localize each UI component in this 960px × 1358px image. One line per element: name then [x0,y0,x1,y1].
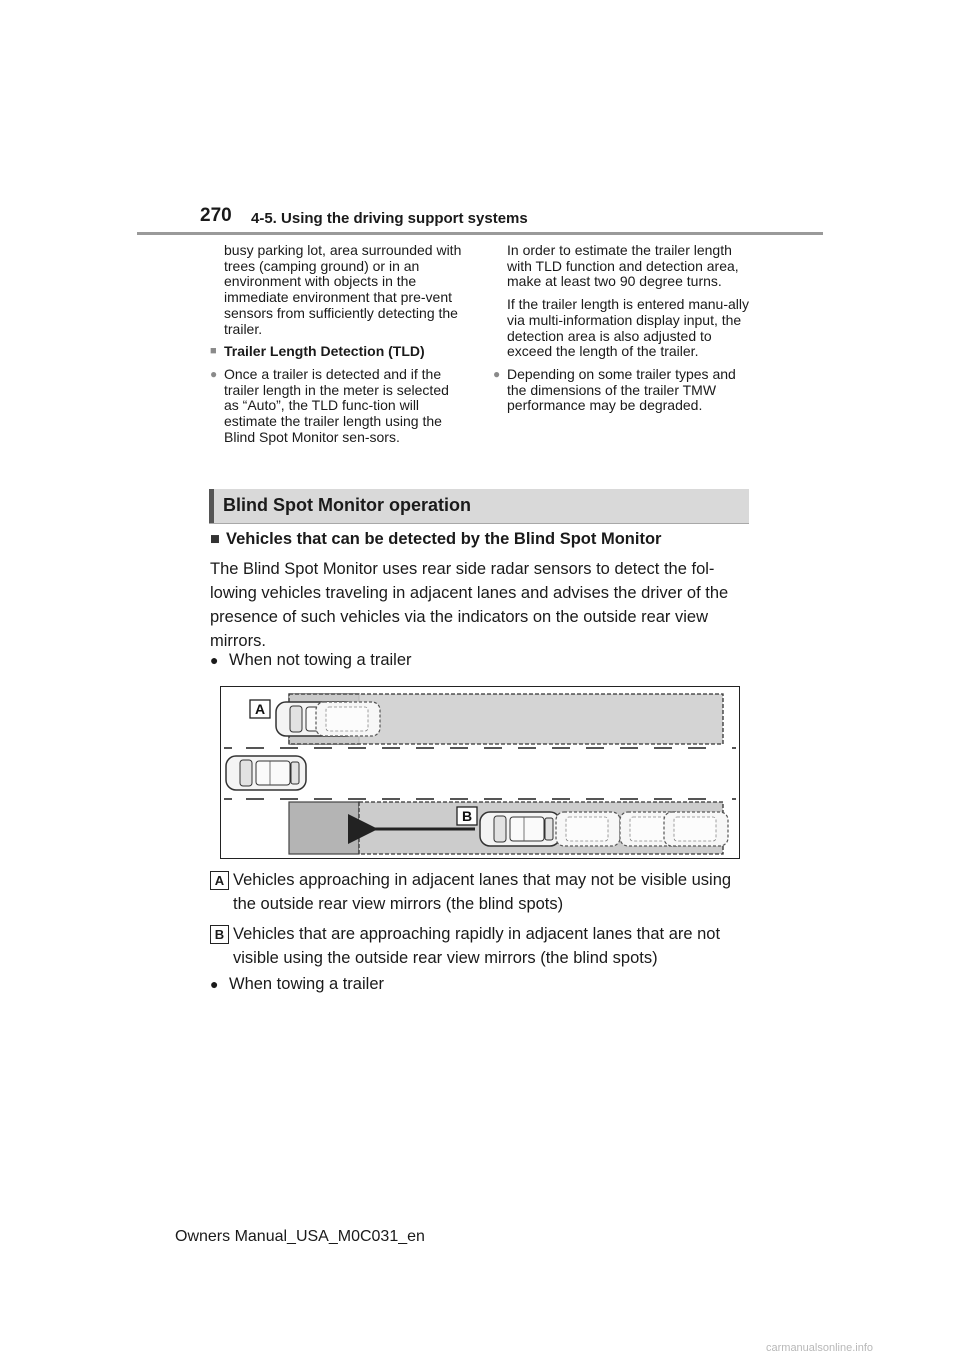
legend-text-b: Vehicles that are approaching rapidly in adjacent lanes that are not visible using the outside rear view mirrors (the blind spots) [233,925,721,967]
circle-bullet-icon: ● [210,366,218,381]
tld-manual-text: If the trailer length is entered manu-ally via multi-information display input, the detection area is also adjusted to exceed the length of the trailer. [507,296,750,360]
legend-badge-a: A [210,871,229,890]
section-title: 4-5. Using the driving support systems [251,210,528,227]
label-b: B [461,808,473,824]
legend-a [210,868,750,916]
not-towing-bullet: ● When not towing a trailer [210,651,412,669]
footer-text: Owners Manual_USA_M0C031_en [175,1228,425,1245]
legend-b [210,922,750,970]
trailer-type-bullet: ● Depending on some trailer types and the dimensions of the trailer TMW performance may be degraded. [493,365,736,414]
square-bullet-icon: ■ [210,345,217,358]
approaching-vehicle-b [480,812,560,846]
tld-bullet: ● Once a trailer is detected and if the trailer length in the meter is selected as “Auto”, the TLD func-tion will estimate the trailer length using the Blind Spot Monitor sen-sors. [210,365,449,445]
label-a: A [254,701,266,717]
circle-bullet-icon: ● [493,366,501,381]
section-banner [209,489,749,524]
main-paragraph: The Blind Spot Monitor uses rear side radar sensors to detect the fol-lowing vehicles traveling in adjacent lanes and advises the driver of the presence of such vehicles via the indicators on the outside rear view mirrors. [210,560,729,650]
page-number: 270 [200,205,232,226]
square-bullet-icon: ■ [210,530,220,548]
legend-text-a: Vehicles approaching in adjacent lanes that may not be visible using the outside rear view mirrors (the blind spots) [233,871,732,913]
continued-text: busy parking lot, area surrounded with trees (camping ground) or in an environment with objects in the immediate environment that pre-vent sensors from sufficiently detecting the trailer. [224,242,462,337]
right-column [493,243,749,421]
mirror-zone-lower [289,802,359,854]
approaching-vehicle-outline-a [316,702,380,736]
left-column [210,243,466,452]
blind-spot-diagram [220,686,740,859]
banner-accent-bar [209,489,214,523]
banner-title: Blind Spot Monitor operation [223,495,471,515]
towing-bullet: ● When towing a trailer [210,975,384,993]
circle-bullet-icon: ● [210,976,219,992]
tld-subheading: ■ Trailer Length Detection (TLD) [210,343,425,360]
approaching-vehicle-trail-1 [556,812,620,846]
header-rule [137,232,823,235]
legend-badge-b: B [210,925,229,944]
circle-bullet-icon: ● [210,652,219,668]
watermark: carmanualsonline.info [766,1342,874,1354]
tld-turns-text: In order to estimate the trailer length with TLD function and detection area, make at least two 90 degree turns. [507,242,739,290]
approaching-vehicle-trail-3 [664,812,728,846]
main-subheading: ■ Vehicles that can be detected by the Blind Spot Monitor [210,530,662,548]
own-vehicle [226,756,306,790]
